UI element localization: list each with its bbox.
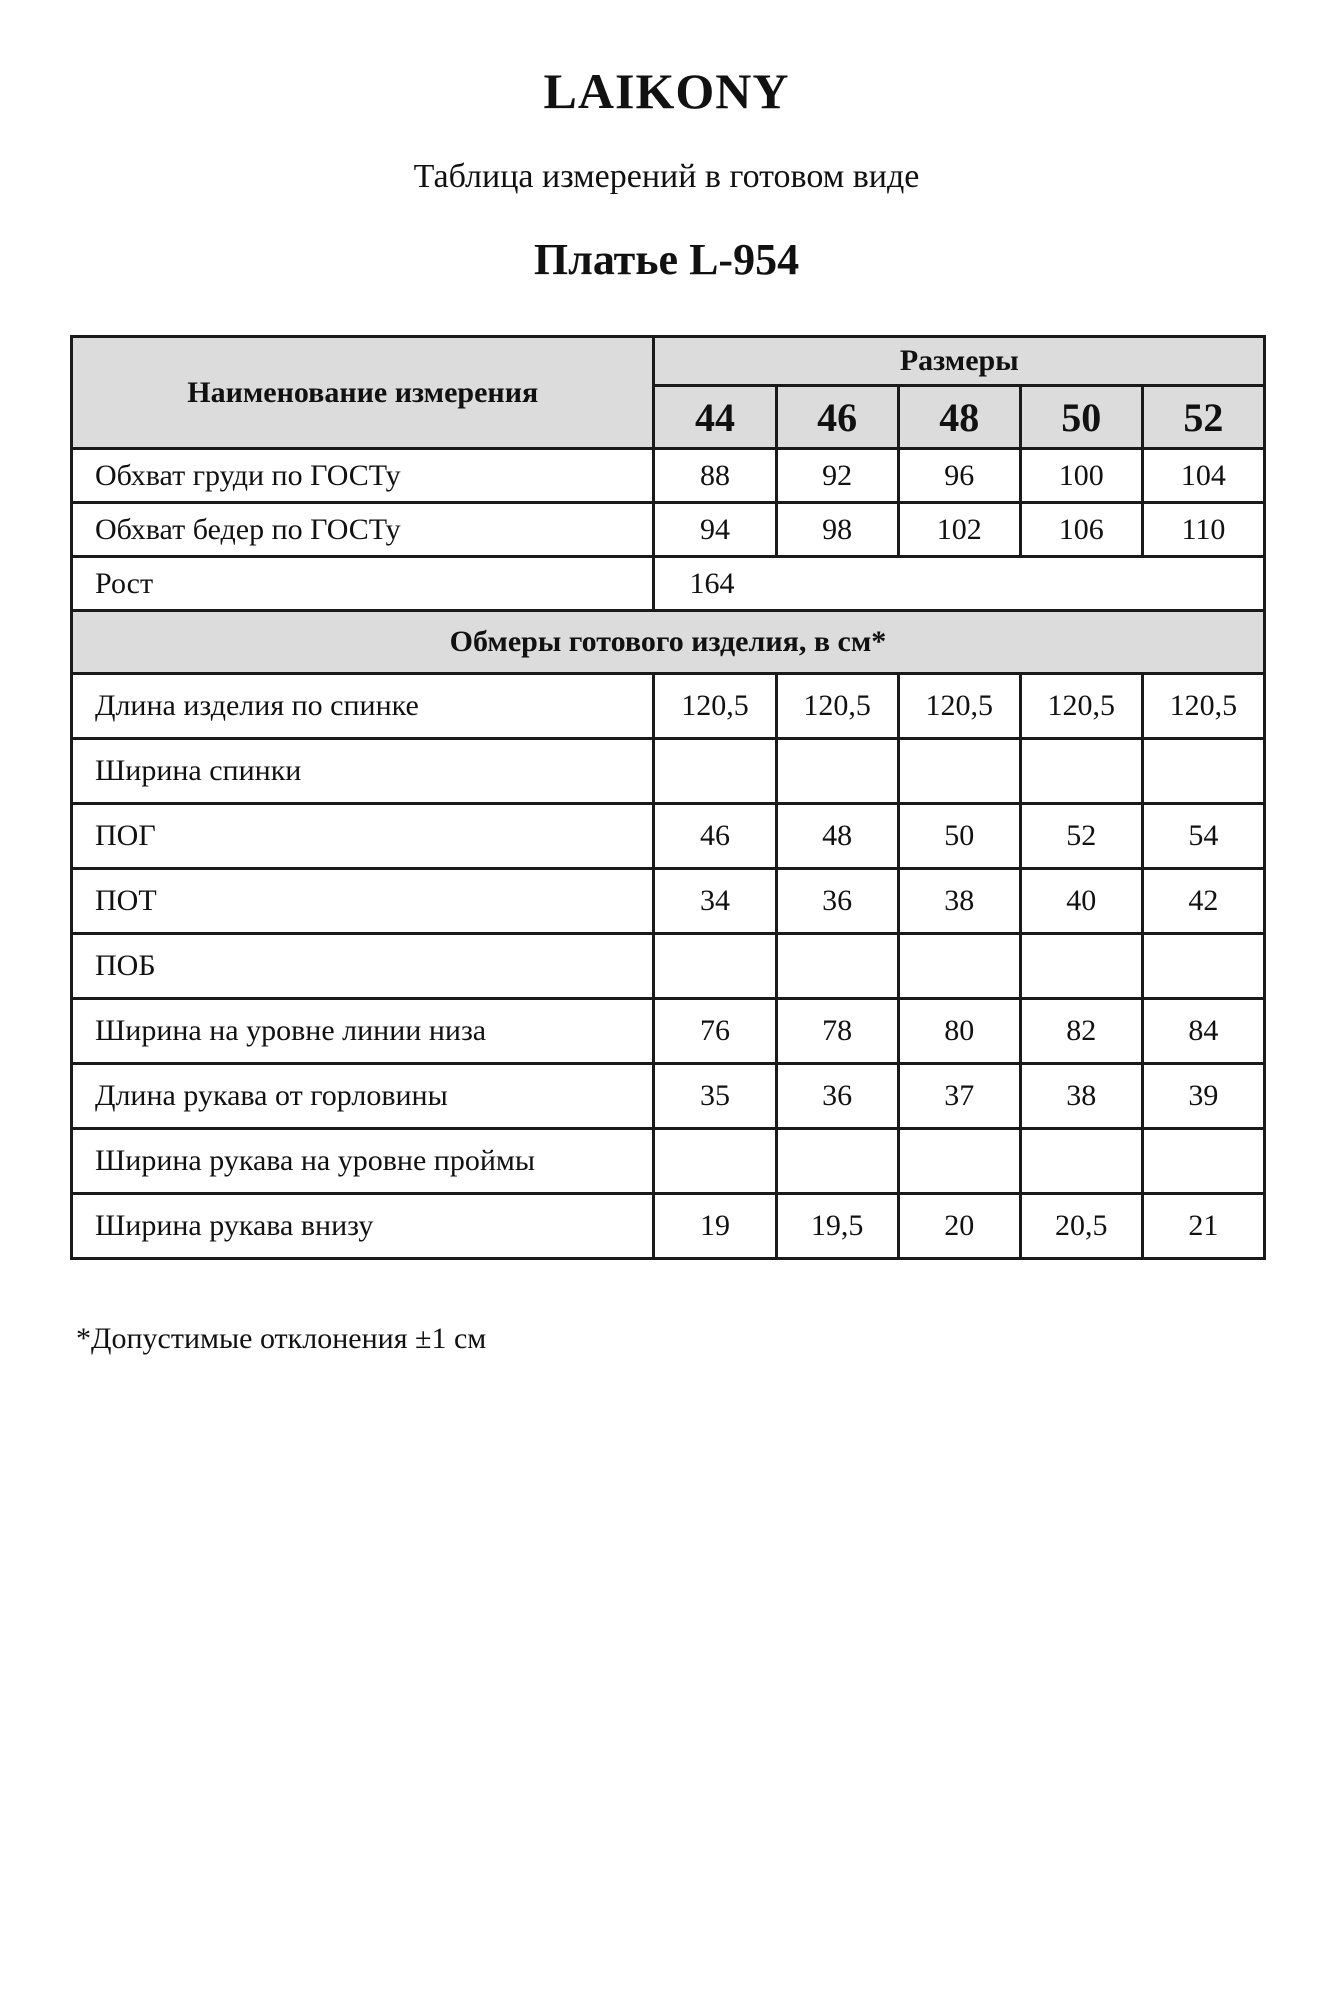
value-cell: 84 [1142,999,1264,1064]
sizes-header: Размеры [654,337,1265,386]
row-label: Обхват бедер по ГОСТу [72,503,654,557]
value-cell [1142,739,1264,804]
value-cell: 38 [898,869,1020,934]
row-label: Ширина спинки [72,739,654,804]
value-cell: 120,5 [654,674,776,739]
row-label: Ширина рукава внизу [72,1194,654,1259]
table-row [72,503,1265,557]
row-label: Ширина на уровне линии низа [72,999,654,1064]
table-row [72,1064,1265,1129]
value-cell: 42 [1142,869,1264,934]
value-cell: 52 [1020,804,1142,869]
value-cell: 100 [1020,449,1142,503]
value-cell: 82 [1020,999,1142,1064]
value-cell [776,739,898,804]
value-cell [1020,739,1142,804]
value-cell: 88 [654,449,776,503]
value-cell: 78 [776,999,898,1064]
value-cell [654,1129,776,1194]
value-cell: 34 [654,869,776,934]
value-cell [898,1129,1020,1194]
footnote: *Допустимые отклонения ±1 см [76,1322,487,1355]
value-cell: 54 [1142,804,1264,869]
size-header-cell: 44 [654,386,776,449]
value-cell: 37 [898,1064,1020,1129]
value-cell: 120,5 [898,674,1020,739]
row-label: Длина изделия по спинке [72,674,654,739]
measurement-table [70,335,1266,1260]
value-cell [1020,1129,1142,1194]
value-cell [1142,934,1264,999]
value-cell: 94 [654,503,776,557]
value-cell: 120,5 [1142,674,1264,739]
table-row [72,934,1265,999]
value-cell: 39 [1142,1064,1264,1129]
table-row [72,739,1265,804]
table-row [72,449,1265,503]
product-title: Платье L-954 [533,235,800,284]
name-column-header: Наименование измерения [72,337,654,449]
row-label: ПОТ [72,869,654,934]
size-header-cell: 48 [898,386,1020,449]
table-row [72,1194,1265,1259]
value-cell: 96 [898,449,1020,503]
value-cell: 38 [1020,1064,1142,1129]
row-label: ПОБ [72,934,654,999]
value-cell [776,1129,898,1194]
section-title: Обмеры готового изделия, в см* [72,611,1265,674]
height-value: 164 [654,557,1265,611]
value-cell [654,934,776,999]
brand-title: LAIKONY [543,63,790,119]
value-cell: 76 [654,999,776,1064]
value-cell: 19,5 [776,1194,898,1259]
value-cell [1020,934,1142,999]
value-cell: 46 [654,804,776,869]
row-label: Длина рукава от горловины [72,1064,654,1129]
value-cell [898,739,1020,804]
value-cell: 35 [654,1064,776,1129]
value-cell: 21 [1142,1194,1264,1259]
row-label: ПОГ [72,804,654,869]
value-cell: 19 [654,1194,776,1259]
value-cell [654,739,776,804]
row-label: Обхват груди по ГОСТу [72,449,654,503]
section-row [72,611,1265,674]
size-header-cell: 46 [776,386,898,449]
row-label: Ширина рукава на уровне проймы [72,1129,654,1194]
size-header-cell: 50 [1020,386,1142,449]
value-cell: 104 [1142,449,1264,503]
value-cell: 48 [776,804,898,869]
table-row [72,804,1265,869]
value-cell [776,934,898,999]
table-row [72,674,1265,739]
table-row [72,999,1265,1064]
value-cell [898,934,1020,999]
value-cell [1142,1129,1264,1194]
table-row [72,1129,1265,1194]
value-cell: 102 [898,503,1020,557]
value-cell: 106 [1020,503,1142,557]
value-cell: 92 [776,449,898,503]
table-row [72,869,1265,934]
value-cell: 98 [776,503,898,557]
value-cell: 20 [898,1194,1020,1259]
value-cell: 36 [776,869,898,934]
value-cell: 120,5 [1020,674,1142,739]
value-cell: 50 [898,804,1020,869]
size-header-cell: 52 [1142,386,1264,449]
value-cell: 36 [776,1064,898,1129]
row-label: Рост [72,557,654,611]
value-cell: 120,5 [776,674,898,739]
document-subtitle: Таблица измерений в готовом виде [413,158,920,195]
value-cell: 80 [898,999,1020,1064]
height-row [72,557,1265,611]
value-cell: 40 [1020,869,1142,934]
value-cell: 20,5 [1020,1194,1142,1259]
value-cell: 110 [1142,503,1264,557]
